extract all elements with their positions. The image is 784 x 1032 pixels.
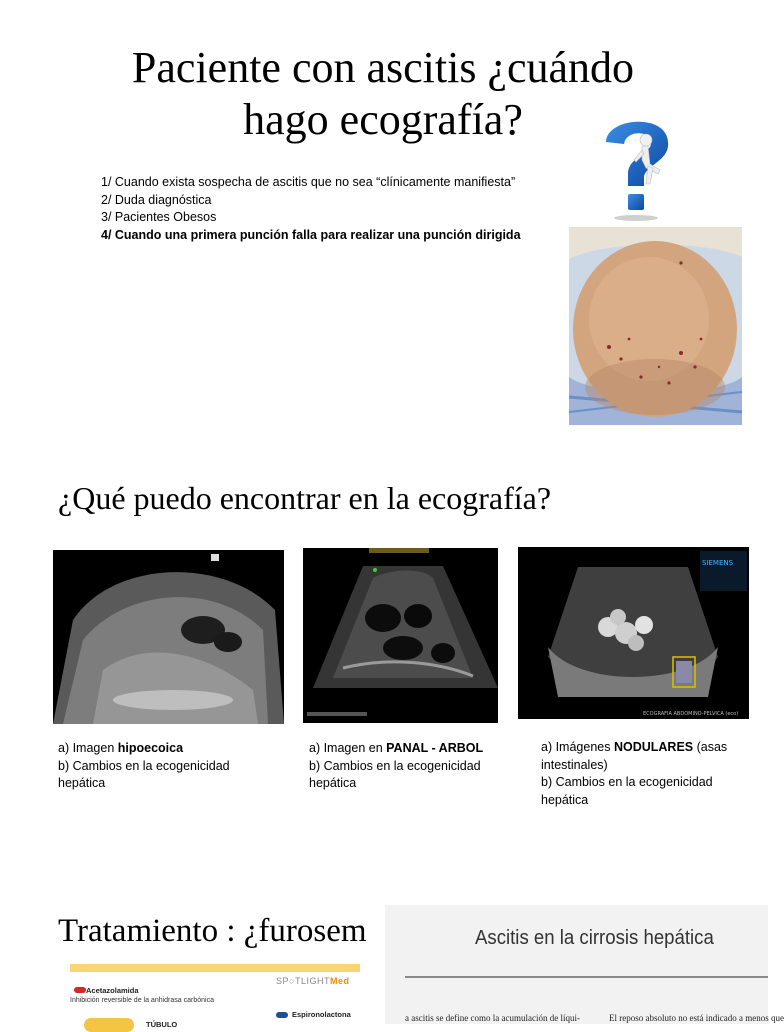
caption-a-text: a) Imagen <box>58 741 118 755</box>
caption-image-3 <box>541 739 746 809</box>
ascites-abdomen-photo <box>569 227 742 425</box>
drug-acetazolamida: Acetazolamida <box>86 986 139 995</box>
red-pill-icon <box>74 987 86 993</box>
ultrasound-image-nodular <box>518 547 749 719</box>
brand-suffix: Med <box>329 976 350 986</box>
ultrasound-footer: ECOGRAFIA ABDOMINO-PELVICA (eco) <box>643 711 739 717</box>
criteria-item: 2/ Duda diagnóstica <box>101 192 212 207</box>
title-line-2: hago ecografía? <box>243 95 523 144</box>
diuretics-header-band <box>70 964 360 972</box>
criteria-item: 1/ Cuando exista sospecha de ascitis que no sea “clínicamente manifiesta” <box>101 175 516 189</box>
diuretics-figure <box>70 962 370 1029</box>
section-title-treatment: Tratamiento : ¿furosem <box>58 913 367 949</box>
caption-b: b) Cambios en la ecogenicidad hepática <box>58 758 230 790</box>
criteria-item: 4/ Cuando una primera punción falla para realizar una punción dirigida <box>101 227 521 242</box>
question-mark-figure-icon <box>596 110 676 222</box>
caption-a-text: a) Imagen en <box>309 741 387 755</box>
caption-a-suffix: (asas intestinales) <box>541 740 728 772</box>
tubule-label: TÚBULO <box>146 1020 178 1029</box>
caption-a-text: a) Imágenes <box>541 740 614 754</box>
caption-a-bold: NODULARES <box>613 740 694 754</box>
tubule-shape <box>84 1018 134 1032</box>
caption-image-1 <box>58 740 278 793</box>
section-title-findings: ¿Qué puedo encontrar en la ecografía? <box>58 480 552 516</box>
caption-image-2 <box>309 740 509 793</box>
drug-espironolactona: Espironolactona <box>292 1010 351 1019</box>
criteria-item: 3/ Pacientes Obesos <box>101 210 217 224</box>
brand-prefix: SP <box>276 976 290 986</box>
caption-a <box>309 740 509 758</box>
caption-a-bold: hipoecoica <box>117 741 184 755</box>
article-body-right: El reposo absoluto no está indicado a menos que <box>609 1013 784 1023</box>
ultrasound-image-hypoechoic <box>53 550 284 724</box>
article-title: Ascitis en la cirrosis hepática <box>475 927 714 949</box>
article-snippet <box>385 905 784 1024</box>
caption-b: b) Cambios en la ecogenicidad hepática <box>541 775 713 807</box>
brand-mid: TLIGHT <box>294 976 330 986</box>
caption-b: b) Cambios en la ecogenicidad hepática <box>309 758 481 790</box>
blue-pill-icon <box>276 1012 288 1018</box>
caption-a <box>541 739 746 774</box>
title-line-1: Paciente con ascitis ¿cuándo <box>131 43 635 92</box>
article-body-left: a ascitis se define como la acumulación de líqui- <box>405 1013 580 1023</box>
ultrasound-image-honeycomb <box>303 548 498 723</box>
siemens-label: SIEMENS <box>702 559 734 567</box>
spotlight-brand: SP○TLIGHTMed <box>276 976 350 986</box>
caption-a <box>58 740 278 758</box>
drug-acetazolamida-desc: Inhibición reversible de la anhidrasa carbónica <box>70 997 214 1004</box>
article-divider <box>405 976 768 978</box>
criteria-list <box>101 174 521 244</box>
caption-a-bold: PANAL - ARBOL <box>386 741 484 755</box>
